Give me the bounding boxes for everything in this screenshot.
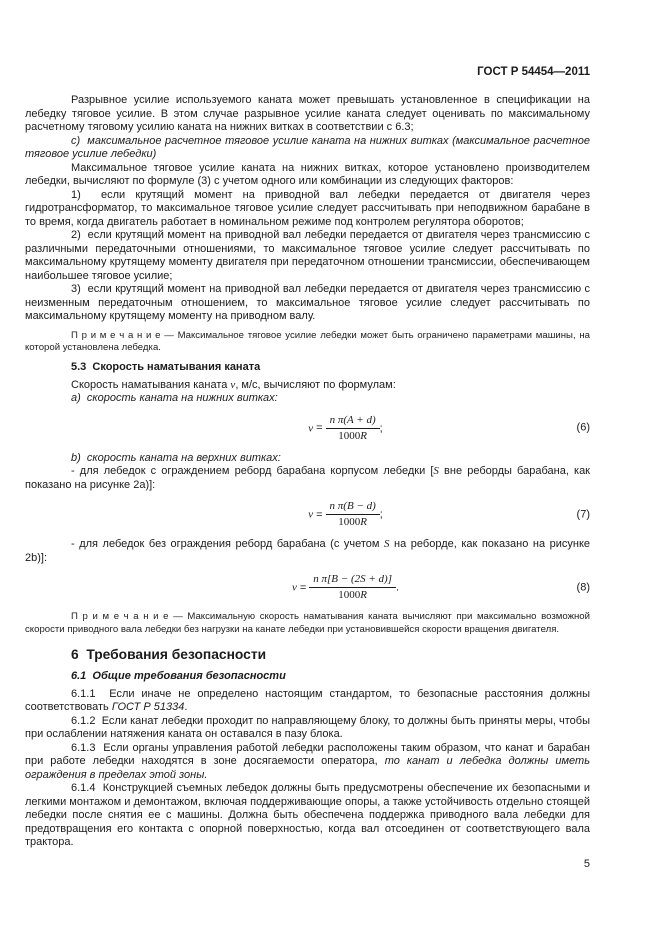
formula-6-fraction	[326, 414, 380, 443]
formula-6-lhs: v	[308, 422, 314, 435]
p-613-text: 6.1.3 Если органы управления работой лебедки расположены таким образом, что канат и барабан при работе лебедки находятся в зоне досягаемости оператора,	[25, 741, 590, 768]
equals-sign: =	[316, 508, 323, 521]
variable-s: S	[384, 538, 390, 551]
formula-6-denominator	[326, 429, 380, 443]
paragraph-6-1-4: 6.1.4 Конструкцией съемных лебедок должны быть предусмотрены обеспечение их безопасными и легкими монтажом и демонтажом, включая поддерживающие опоры, а также устойчивость отдельно стоящей лебедки после снятия ее с машины. Должна быть обеспечена поддержка приводного вала лебедки для предотвращения его контакта с опорной поверхностью, когда вал отсоединен от соответствующего вала трактора.	[25, 782, 590, 849]
paragraph-6-1-2: 6.1.2 Если канат лебедки проходит по направляющему блоку, то должны быть приняты меры, чтобы при ослаблении натяжения каната он оставался в пазу блока.	[25, 714, 590, 741]
formula-7-number: (7)	[576, 508, 590, 521]
p-613-italic-requirement: то канат и лебедка должны иметь ограждения в пределах этой зоны.	[25, 755, 591, 781]
note-text: — Максимальное тяговое усилие лебедки может быть ограничено параметрами машины, на которой установлена лебедка.	[25, 329, 590, 353]
denominator-variable: R	[360, 516, 367, 529]
heading-6-safety-requirements: 6 Требования безопасности	[71, 647, 267, 663]
note-label: П р и м е ч а н и е	[71, 611, 169, 623]
denominator-coefficient: 1000	[338, 429, 361, 442]
list-item-factor-3: 3) если крутящий момент на приводной вал лебедки передается от двигателя через трансмиссию с неизменным передаточным отношением, то максимальное тяговое усилие следует рассчитывать по максимальному крутящему моменту на приводном валу.	[25, 283, 590, 322]
dash-2-text: - для лебедок без ограждения реборд барабана (с учетом	[71, 538, 385, 551]
denominator-variable: R	[360, 429, 367, 442]
note-max-force	[25, 330, 590, 355]
variable-v: v	[230, 378, 236, 391]
list-item-factor-2: 2) если крутящий момент на приводной вал лебедки передается от двигателя через трансмиссию с различными передаточными отношениями, то максимальное тяговое усилие следует рассчитывать по максимальному крутящему моменту двигателя при передаточном отношении трансмиссии, обеспечивающем наибольшее тяговое усилие;	[25, 229, 590, 282]
formula-7-lhs: v	[308, 508, 314, 521]
speed-intro-text-2: , м/с, вычисляют по формулам:	[235, 378, 396, 391]
formula-8-punctuation: .	[395, 581, 400, 594]
formula-6-body	[308, 414, 382, 443]
paragraph-6-1-3	[25, 742, 590, 783]
equals-sign: =	[299, 581, 307, 594]
paragraph-breaking-force: Разрывное усилие используемого каната может превышать установленное в спецификации на лебедку тяговое усилие. В этом случае разрывное усилие каната следует оценивать по максимальному расчетному тяговому усилию каната на нижних витках в соответствии с 6.3;	[25, 94, 590, 133]
formula-6-numerator: n π(A + d)	[326, 414, 380, 429]
denominator-variable: R	[360, 589, 367, 602]
heading-5-3: 5.3 Скорость наматывания каната	[71, 361, 261, 374]
note-text: — Максимальную скорость наматывания каната вычисляют при максимально возможной скорости приводного вала лебедки без нагрузки на канате лебедки при установившейся скорости вращения двигателя.	[25, 611, 590, 635]
formula-6-punctuation: ;	[379, 422, 383, 435]
formula-8-lhs: v	[291, 581, 297, 594]
list-item-c: c) максимальное расчетное тяговое усилие каната на нижних витках (максимальное расчетное тяговое усилие лебедки)	[25, 134, 590, 160]
formula-8	[25, 573, 590, 602]
paragraph-max-force: Максимальное тяговое усилие каната на нижних витках, которое установлено производителем лебедки, вычисляют по формуле (3) с учетом одного или комбинации из следующих факторов:	[25, 161, 590, 187]
equals-sign: =	[316, 422, 323, 435]
paragraph-6-1-1	[25, 688, 590, 715]
paragraph-dash-2	[25, 538, 590, 565]
formula-8-body	[292, 573, 399, 602]
running-header-doc-code: ГОСТ Р 54454—2011	[477, 66, 590, 78]
formula-8-denominator	[309, 588, 396, 602]
page-number: 5	[583, 857, 590, 870]
dash-1-text-2: вне реборды барабана, как показано на рисунке 2a)]:	[25, 465, 590, 491]
denominator-coefficient: 1000	[338, 516, 361, 529]
p-611-text: 6.1.1 Если иначе не определено настоящим стандартом, то безопасные расстояния должны соответствовать	[25, 687, 590, 714]
note-label: П р и м е ч а н и е	[71, 329, 161, 341]
formula-7-denominator	[326, 515, 380, 529]
formula-8-fraction	[309, 573, 396, 602]
gost-reference: ГОСТ Р 51334	[111, 701, 185, 714]
formula-6-number: (6)	[576, 421, 590, 434]
formula-7-punctuation: ;	[379, 508, 383, 521]
formula-8-number: (8)	[576, 581, 590, 594]
list-item-factor-1: 1) если крутящий момент на приводной вал лебедки передается от двигателя через гидротрансформатор, то максимальное тяговое усилие следует рассчитывать при неподвижном барабане в то время, когда двигатель работает в номинальном режиме под контролем регулятора оборотов;	[25, 188, 590, 228]
p-611-period: .	[184, 701, 188, 714]
formula-7-body	[308, 500, 383, 529]
paragraph-dash-1	[25, 465, 590, 492]
dash-1-text: - для лебедок с ограждением реборд барабана корпусом лебедки [	[71, 465, 434, 478]
heading-6-1-general-safety: 6.1 Общие требования безопасности	[71, 670, 286, 683]
variable-s: S	[433, 465, 439, 478]
formula-7-fraction	[326, 500, 380, 529]
list-item-a: a) скорость каната на нижних витках:	[71, 392, 278, 405]
formula-6	[25, 414, 590, 443]
denominator-coefficient: 1000	[338, 589, 361, 602]
list-item-b: b) скорость каната на верхних витках:	[71, 451, 281, 464]
formula-7-numerator: n π(B − d)	[326, 500, 380, 515]
formula-8-numerator: n π[B − (2S + d)]	[309, 573, 396, 588]
dash-2-text-2: на реборде, как показано на рисунке 2b)]:	[25, 538, 591, 564]
paragraph-speed-intro	[25, 379, 590, 393]
note-max-speed	[25, 611, 590, 636]
speed-intro-text: Скорость наматывания каната	[71, 378, 231, 391]
formula-7	[25, 500, 590, 529]
